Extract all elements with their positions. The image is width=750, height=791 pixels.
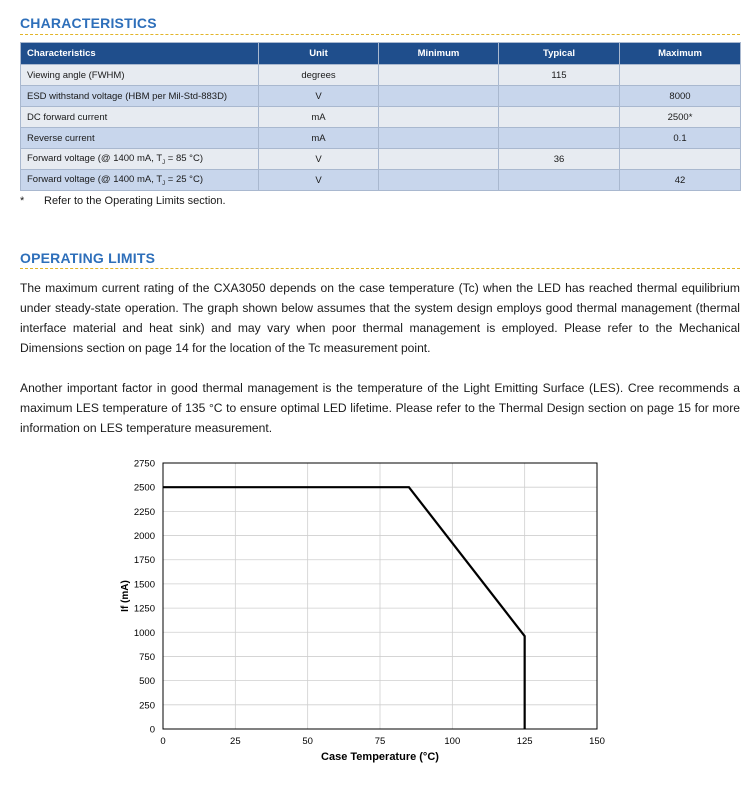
y-tick-label: 1500: [133, 579, 155, 591]
row-typ: [499, 107, 620, 128]
y-tick-label: 250: [139, 700, 155, 712]
derating-chart: [0, 455, 750, 785]
y-axis-label: If (mA): [120, 580, 131, 612]
row-min: [379, 149, 499, 170]
y-tick-label: 1000: [133, 627, 155, 639]
row-min: [379, 86, 499, 107]
row-typ: [499, 128, 620, 149]
chart-grid: [163, 463, 597, 729]
y-tick-label: 2000: [133, 531, 155, 543]
subscript-j: J: [162, 159, 166, 166]
characteristics-table: [20, 42, 741, 191]
row-max: 2500*: [620, 107, 741, 128]
x-tick-label: 150: [589, 736, 605, 747]
x-tick-label: 50: [302, 736, 313, 747]
subscript-j: J: [162, 180, 166, 187]
operating-limits-paragraph-2: Another important factor in good thermal management is the temperature of the Light Emitting Surface (LES). Cree recommends a maximum LES temperature of 135 °C to ensure optimal LED lifetime. Please refer to the Thermal Design section on page 15 for more information on LES temperature measurement.: [20, 381, 740, 435]
row-name: Forward voltage (@ 1400 mA, $T_J = 25$ °C): [21, 170, 259, 191]
row-max: 0.1: [620, 128, 741, 149]
x-tick-label: 75: [374, 736, 386, 747]
row-name: ESD withstand voltage (HBM per Mil-Std-883D): [21, 86, 259, 107]
table-row: [21, 86, 741, 107]
x-axis-label: Case Temperature (°C): [321, 751, 439, 763]
row-unit: degrees: [259, 65, 379, 86]
row-unit: V: [259, 86, 379, 107]
table-row: [21, 170, 741, 191]
row-unit: mA: [259, 107, 379, 128]
table-row: [21, 128, 741, 149]
y-tick-label: 2750: [133, 458, 155, 470]
row-name: Viewing angle (FWHM): [21, 65, 259, 86]
table-header-row: [21, 43, 741, 65]
row-unit: V: [259, 170, 379, 191]
y-tick-label: 2500: [133, 482, 155, 494]
y-tick-labels: [134, 459, 155, 736]
characteristics-title: CHARACTERISTICS: [20, 15, 157, 31]
table-row: [21, 65, 741, 86]
footnote-text: Refer to the Operating Limits section.: [44, 195, 226, 207]
header-characteristics: Characteristics: [21, 43, 259, 65]
x-tick-label: 0: [160, 736, 166, 747]
row-max: [620, 65, 741, 86]
x-tick-label: 25: [230, 736, 241, 747]
x-tick-label: 100: [444, 736, 461, 747]
y-tick-label: 500: [139, 676, 155, 688]
row-typ: 115: [499, 65, 620, 86]
operating-limits-title: OPERATING LIMITS: [20, 250, 156, 266]
header-maximum: Maximum: [620, 43, 741, 65]
x-tick-labels: [160, 736, 605, 747]
x-tick-label: 125: [516, 736, 533, 747]
row-unit: mA: [259, 128, 379, 149]
header-minimum: Minimum: [379, 43, 499, 65]
operating-limits-divider: [20, 268, 740, 269]
operating-limits-paragraph-1: The maximum current rating of the CXA3050 depends on the case temperature (Tc) when the LED has reached thermal equilibrium under steady-state operation. The graph shown below assumes that the system design employs good thermal management (thermal interface material and heat sink) and may vary when poor thermal management is employed. Please refer to the Mechanical Dimensions section on page 14 for the location of the Tc measurement point.: [20, 281, 740, 355]
table-row: [21, 107, 741, 128]
row-min: [379, 65, 499, 86]
footnote-mark: *: [20, 195, 25, 207]
characteristics-divider: [20, 34, 740, 35]
row-unit: V: [259, 149, 379, 170]
row-max: [620, 149, 741, 170]
y-tick-label: 1250: [133, 603, 155, 615]
footnote: [20, 195, 226, 207]
header-typical: Typical: [499, 43, 620, 65]
row-typ: [499, 170, 620, 191]
row-name: Forward voltage (@ 1400 mA, $T_J = 85$ °C): [21, 149, 259, 170]
row-min: [379, 170, 499, 191]
table-row: [21, 149, 741, 170]
row-name: DC forward current: [21, 107, 259, 128]
row-max: 42: [620, 170, 741, 191]
y-tick-label: 750: [139, 651, 155, 663]
y-tick-label: 2250: [133, 506, 155, 518]
y-tick-label: 0: [149, 724, 155, 736]
row-min: [379, 128, 499, 149]
row-max: 8000: [620, 86, 741, 107]
y-tick-label: 1750: [133, 555, 155, 567]
row-typ: [499, 86, 620, 107]
row-min: [379, 107, 499, 128]
row-name: Reverse current: [21, 128, 259, 149]
row-typ: 36: [499, 149, 620, 170]
header-unit: Unit: [259, 43, 379, 65]
